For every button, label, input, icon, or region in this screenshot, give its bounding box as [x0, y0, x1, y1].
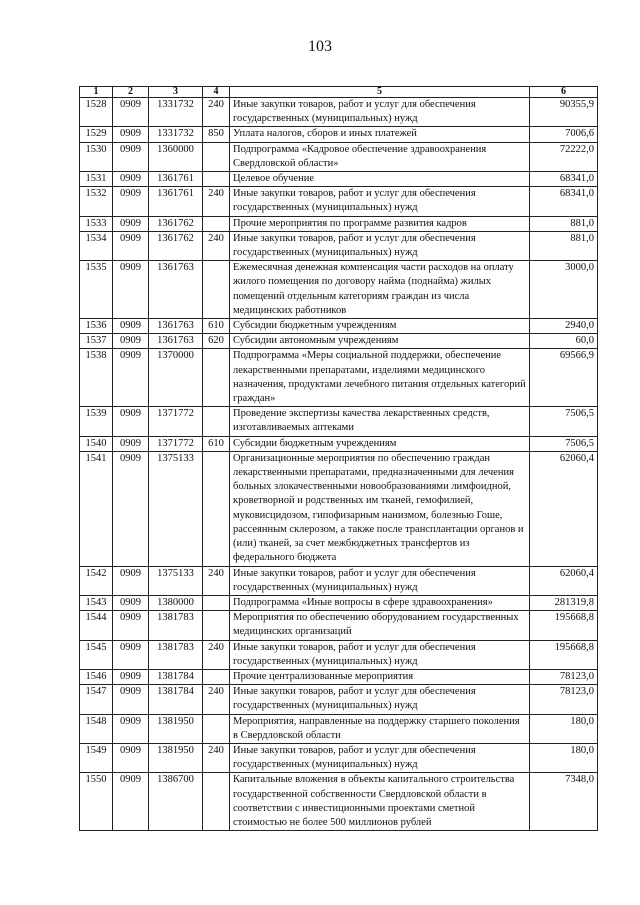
- column-header: 5: [230, 87, 530, 98]
- table-cell-type: [203, 611, 230, 640]
- table-row: [80, 773, 598, 831]
- table-cell-type: [203, 714, 230, 743]
- table-cell-sec: 0909: [113, 566, 149, 595]
- table-cell-code: 1361761: [149, 187, 203, 216]
- table-cell-name: Целевое обучение: [230, 172, 530, 187]
- table-cell-name: Ежемесячная денежная компенсация части расходов на оплату жилого помещения по договору найма (поднайма) жилых помещений отдельным категориям граждан из числа медицинских работников: [230, 261, 530, 319]
- table-cell-code: 1375133: [149, 451, 203, 566]
- table-cell-sec: 0909: [113, 216, 149, 231]
- table-row: [80, 172, 598, 187]
- table-cell-amount: 72222,0: [530, 142, 598, 171]
- table-cell-code: 1381950: [149, 743, 203, 772]
- table-cell-n: 1533: [80, 216, 113, 231]
- table-cell-name: Прочие централизованные мероприятия: [230, 669, 530, 684]
- table-cell-type: 240: [203, 640, 230, 669]
- table-row: [80, 566, 598, 595]
- table-row: [80, 669, 598, 684]
- table-cell-type: 620: [203, 334, 230, 349]
- table-cell-amount: 62060,4: [530, 566, 598, 595]
- table-cell-type: [203, 172, 230, 187]
- table-cell-type: [203, 261, 230, 319]
- table-row: [80, 142, 598, 171]
- table-cell-name: Иные закупки товаров, работ и услуг для обеспечения государственных (муниципальных) нужд: [230, 566, 530, 595]
- table-cell-type: [203, 669, 230, 684]
- table-cell-type: [203, 595, 230, 610]
- table-cell-type: 240: [203, 187, 230, 216]
- table-cell-sec: 0909: [113, 451, 149, 566]
- table-cell-sec: 0909: [113, 98, 149, 127]
- table-cell-code: 1375133: [149, 566, 203, 595]
- table-cell-amount: 180,0: [530, 743, 598, 772]
- table-cell-amount: 78123,0: [530, 669, 598, 684]
- table-cell-code: 1381783: [149, 611, 203, 640]
- table-cell-code: 1361762: [149, 231, 203, 260]
- table-cell-name: Иные закупки товаров, работ и услуг для обеспечения государственных (муниципальных) нужд: [230, 743, 530, 772]
- table-cell-sec: 0909: [113, 640, 149, 669]
- table-cell-amount: 78123,0: [530, 685, 598, 714]
- table-cell-name: Субсидии бюджетным учреждениям: [230, 436, 530, 451]
- table-row: [80, 685, 598, 714]
- table-cell-name: Иные закупки товаров, работ и услуг для обеспечения государственных (муниципальных) нужд: [230, 685, 530, 714]
- table-cell-name: Прочие мероприятия по программе развития кадров: [230, 216, 530, 231]
- table-cell-sec: 0909: [113, 595, 149, 610]
- table-cell-amount: 180,0: [530, 714, 598, 743]
- table-body: [80, 98, 598, 831]
- table-cell-code: 1361763: [149, 319, 203, 334]
- table-cell-code: 1361763: [149, 261, 203, 319]
- table-row: [80, 743, 598, 772]
- table-cell-amount: 69566,9: [530, 349, 598, 407]
- table-cell-code: 1381950: [149, 714, 203, 743]
- table-cell-name: Проведение экспертизы качества лекарственных средств, изготавливаемых аптеками: [230, 407, 530, 436]
- column-header: 6: [530, 87, 598, 98]
- table-cell-sec: 0909: [113, 334, 149, 349]
- table-cell-amount: 68341,0: [530, 187, 598, 216]
- table-cell-name: Субсидии автономным учреждениям: [230, 334, 530, 349]
- table-cell-sec: 0909: [113, 349, 149, 407]
- table-row: [80, 595, 598, 610]
- table-cell-n: 1540: [80, 436, 113, 451]
- table-cell-code: 1381783: [149, 640, 203, 669]
- table-cell-type: [203, 216, 230, 231]
- table-cell-name: Субсидии бюджетным учреждениям: [230, 319, 530, 334]
- table-row: [80, 714, 598, 743]
- table-cell-n: 1549: [80, 743, 113, 772]
- table-cell-n: 1543: [80, 595, 113, 610]
- table-cell-n: 1530: [80, 142, 113, 171]
- table-cell-n: 1547: [80, 685, 113, 714]
- table-cell-sec: 0909: [113, 669, 149, 684]
- table-cell-type: 240: [203, 566, 230, 595]
- table-cell-amount: 7506,5: [530, 436, 598, 451]
- table-cell-name: Мероприятия по обеспечению оборудованием государственных медицинских организаций: [230, 611, 530, 640]
- table-row: [80, 436, 598, 451]
- budget-table: [79, 86, 598, 831]
- table-cell-amount: 90355,9: [530, 98, 598, 127]
- table-cell-type: 240: [203, 231, 230, 260]
- table-cell-code: 1381784: [149, 685, 203, 714]
- table-cell-sec: 0909: [113, 611, 149, 640]
- table-cell-sec: 0909: [113, 231, 149, 260]
- table-cell-type: 240: [203, 98, 230, 127]
- table-cell-type: 850: [203, 127, 230, 142]
- table-row: [80, 451, 598, 566]
- table-cell-name: Подпрограмма «Меры социальной поддержки, обеспечение лекарственными препаратами, изделиями медицинского назначения, продуктами лечебного питания отдельных категорий граждан»: [230, 349, 530, 407]
- table-row: [80, 611, 598, 640]
- table-cell-sec: 0909: [113, 127, 149, 142]
- table-cell-amount: 60,0: [530, 334, 598, 349]
- table-cell-sec: 0909: [113, 685, 149, 714]
- table-row: [80, 216, 598, 231]
- table-cell-code: 1386700: [149, 773, 203, 831]
- table-row: [80, 640, 598, 669]
- table-cell-sec: 0909: [113, 773, 149, 831]
- table-cell-type: [203, 773, 230, 831]
- table-cell-sec: 0909: [113, 172, 149, 187]
- table-cell-name: Иные закупки товаров, работ и услуг для обеспечения государственных (муниципальных) нужд: [230, 187, 530, 216]
- table-cell-code: 1371772: [149, 436, 203, 451]
- table-cell-n: 1532: [80, 187, 113, 216]
- column-header: 1: [80, 87, 113, 98]
- column-header: 2: [113, 87, 149, 98]
- column-header: 4: [203, 87, 230, 98]
- table-header-row: [80, 87, 598, 98]
- table-cell-n: 1537: [80, 334, 113, 349]
- table-cell-n: 1529: [80, 127, 113, 142]
- table-cell-code: 1361762: [149, 216, 203, 231]
- table-cell-name: Иные закупки товаров, работ и услуг для обеспечения государственных (муниципальных) нужд: [230, 98, 530, 127]
- table-cell-amount: 62060,4: [530, 451, 598, 566]
- table-cell-n: 1548: [80, 714, 113, 743]
- table-cell-amount: 7506,5: [530, 407, 598, 436]
- table-cell-name: Подпрограмма «Кадровое обеспечение здравоохранения Свердловской области»: [230, 142, 530, 171]
- table-cell-amount: 881,0: [530, 231, 598, 260]
- table-row: [80, 187, 598, 216]
- table-cell-n: 1550: [80, 773, 113, 831]
- table-cell-amount: 7006,6: [530, 127, 598, 142]
- table-cell-n: 1542: [80, 566, 113, 595]
- table-cell-amount: 195668,8: [530, 640, 598, 669]
- table-cell-code: 1370000: [149, 349, 203, 407]
- table-cell-type: [203, 349, 230, 407]
- table-cell-sec: 0909: [113, 407, 149, 436]
- table-cell-type: [203, 142, 230, 171]
- table-cell-code: 1381784: [149, 669, 203, 684]
- table-cell-code: 1361761: [149, 172, 203, 187]
- table-cell-amount: 195668,8: [530, 611, 598, 640]
- table-cell-name: Иные закупки товаров, работ и услуг для обеспечения государственных (муниципальных) нужд: [230, 640, 530, 669]
- table-row: [80, 127, 598, 142]
- column-header: 3: [149, 87, 203, 98]
- table-cell-n: 1531: [80, 172, 113, 187]
- table-row: [80, 98, 598, 127]
- table-cell-code: 1331732: [149, 98, 203, 127]
- table-cell-code: 1361763: [149, 334, 203, 349]
- table-cell-code: 1360000: [149, 142, 203, 171]
- table-cell-n: 1535: [80, 261, 113, 319]
- table-cell-name: Организационные мероприятия по обеспечению граждан лекарственными препаратами, предназначенными для лечения больных злокачественными новообразованиями лимфоидной, кроветворной и родственных им тканей, гемофилией, муковисцидозом, гипофизарным нанизмом, болезнью Гоше, рассеянным склерозом, а также после трансплантации органов и (или) тканей, за счет межбюджетных трансфертов из федерального бюджета: [230, 451, 530, 566]
- table-cell-sec: 0909: [113, 714, 149, 743]
- table-cell-amount: 7348,0: [530, 773, 598, 831]
- table-cell-sec: 0909: [113, 319, 149, 334]
- table-cell-name: Мероприятия, направленные на поддержку старшего поколения в Свердловской области: [230, 714, 530, 743]
- table-cell-amount: 68341,0: [530, 172, 598, 187]
- table-cell-n: 1539: [80, 407, 113, 436]
- table-cell-n: 1545: [80, 640, 113, 669]
- table-cell-amount: 881,0: [530, 216, 598, 231]
- table-cell-sec: 0909: [113, 743, 149, 772]
- table-cell-code: 1331732: [149, 127, 203, 142]
- table-cell-n: 1538: [80, 349, 113, 407]
- table-row: [80, 334, 598, 349]
- table-cell-sec: 0909: [113, 187, 149, 216]
- table-cell-amount: 3000,0: [530, 261, 598, 319]
- table-cell-name: Капитальные вложения в объекты капитального строительства государственной собственности Свердловской области в соответствии с инвестиционными проектами сметной стоимостью не более 500 миллионов рублей: [230, 773, 530, 831]
- table-cell-type: [203, 451, 230, 566]
- table-cell-n: 1546: [80, 669, 113, 684]
- table-cell-sec: 0909: [113, 261, 149, 319]
- table-cell-type: 240: [203, 743, 230, 772]
- table-cell-amount: 281319,8: [530, 595, 598, 610]
- table-row: [80, 231, 598, 260]
- table-cell-name: Иные закупки товаров, работ и услуг для обеспечения государственных (муниципальных) нужд: [230, 231, 530, 260]
- table-cell-n: 1534: [80, 231, 113, 260]
- table-row: [80, 407, 598, 436]
- table-cell-code: 1380000: [149, 595, 203, 610]
- table-cell-type: 240: [203, 685, 230, 714]
- table-cell-n: 1536: [80, 319, 113, 334]
- table-cell-amount: 2940,0: [530, 319, 598, 334]
- table-cell-name: Подпрограмма «Иные вопросы в сфере здравоохранения»: [230, 595, 530, 610]
- page-number: 103: [308, 38, 332, 55]
- table-cell-name: Уплата налогов, сборов и иных платежей: [230, 127, 530, 142]
- table-cell-code: 1371772: [149, 407, 203, 436]
- table-cell-sec: 0909: [113, 436, 149, 451]
- table-row: [80, 319, 598, 334]
- table-cell-n: 1544: [80, 611, 113, 640]
- table-row: [80, 349, 598, 407]
- table-row: [80, 261, 598, 319]
- table-cell-n: 1541: [80, 451, 113, 566]
- table-cell-type: 610: [203, 319, 230, 334]
- table-cell-sec: 0909: [113, 142, 149, 171]
- table-cell-type: [203, 407, 230, 436]
- table-cell-type: 610: [203, 436, 230, 451]
- table-cell-n: 1528: [80, 98, 113, 127]
